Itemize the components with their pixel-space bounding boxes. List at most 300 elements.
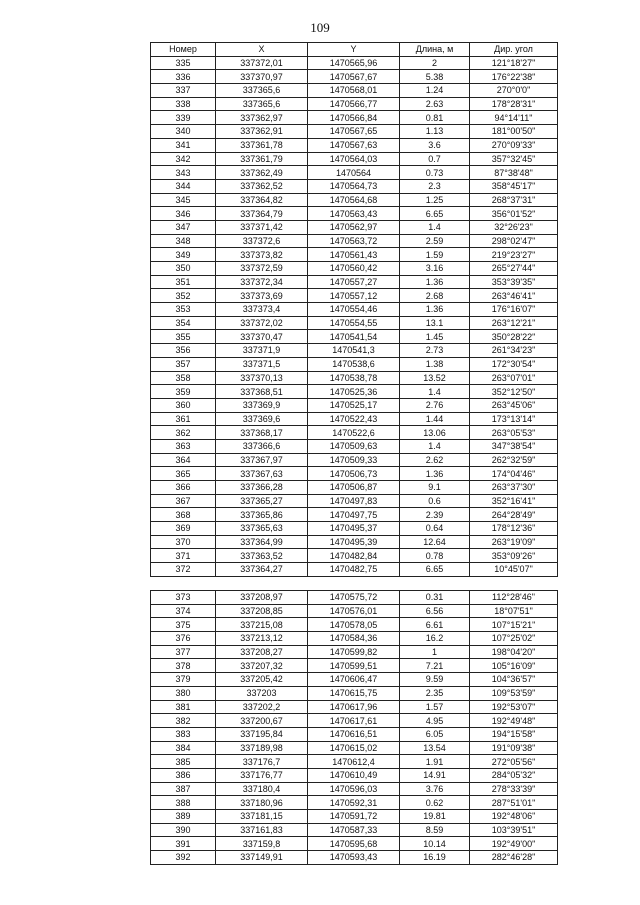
cell-number: 365 xyxy=(151,467,216,481)
cell-number: 387 xyxy=(151,782,216,796)
table-row xyxy=(151,604,558,618)
cell-length: 2.73 xyxy=(400,344,470,358)
cell-length: 1.45 xyxy=(400,330,470,344)
cell-direction-angle: 262°32'59" xyxy=(470,453,558,467)
header-y: Y xyxy=(308,43,400,57)
cell-y: 1470564,73 xyxy=(308,179,400,193)
cell-number: 383 xyxy=(151,727,216,741)
table-row xyxy=(151,837,558,851)
cell-x: 337176,77 xyxy=(216,768,308,782)
cell-y: 1470587,33 xyxy=(308,823,400,837)
header-number: Номер xyxy=(151,43,216,57)
cell-x: 337362,97 xyxy=(216,111,308,125)
cell-x: 337208,85 xyxy=(216,604,308,618)
cell-x: 337368,17 xyxy=(216,426,308,440)
cell-x: 337366,6 xyxy=(216,439,308,453)
cell-length: 6.61 xyxy=(400,618,470,632)
table-row xyxy=(151,220,558,234)
cell-direction-angle: 192°49'00" xyxy=(470,837,558,851)
cell-direction-angle: 194°15'58" xyxy=(470,727,558,741)
cell-x: 337370,47 xyxy=(216,330,308,344)
cell-x: 337205,42 xyxy=(216,673,308,687)
cell-number: 344 xyxy=(151,179,216,193)
cell-y: 1470593,43 xyxy=(308,851,400,865)
cell-length: 1.91 xyxy=(400,755,470,769)
cell-x: 337362,52 xyxy=(216,179,308,193)
table-row xyxy=(151,275,558,289)
table-2-body xyxy=(151,591,558,865)
cell-number: 377 xyxy=(151,645,216,659)
cell-y: 1470599,82 xyxy=(308,645,400,659)
cell-direction-angle: 263°05'53" xyxy=(470,426,558,440)
cell-x: 337364,79 xyxy=(216,207,308,221)
cell-x: 337161,83 xyxy=(216,823,308,837)
cell-x: 337373,4 xyxy=(216,303,308,317)
cell-length: 1.36 xyxy=(400,303,470,317)
cell-x: 337365,63 xyxy=(216,522,308,536)
cell-y: 1470525,36 xyxy=(308,385,400,399)
cell-x: 337369,9 xyxy=(216,398,308,412)
cell-y: 1470509,33 xyxy=(308,453,400,467)
cell-y: 1470567,65 xyxy=(308,125,400,139)
cell-number: 340 xyxy=(151,125,216,139)
cell-length: 1.36 xyxy=(400,467,470,481)
table-row xyxy=(151,234,558,248)
cell-direction-angle: 178°12'36" xyxy=(470,522,558,536)
cell-length: 1.38 xyxy=(400,357,470,371)
cell-length: 7.21 xyxy=(400,659,470,673)
cell-y: 1470566,77 xyxy=(308,97,400,111)
cell-length: 16.19 xyxy=(400,851,470,865)
cell-number: 353 xyxy=(151,303,216,317)
cell-length: 0.62 xyxy=(400,796,470,810)
cell-y: 1470497,83 xyxy=(308,494,400,508)
table-row xyxy=(151,522,558,536)
cell-x: 337362,91 xyxy=(216,125,308,139)
cell-number: 346 xyxy=(151,207,216,221)
cell-number: 336 xyxy=(151,70,216,84)
cell-y: 1470557,27 xyxy=(308,275,400,289)
cell-number: 358 xyxy=(151,371,216,385)
cell-length: 9.59 xyxy=(400,673,470,687)
table-row xyxy=(151,591,558,605)
cell-number: 375 xyxy=(151,618,216,632)
cell-y: 1470564 xyxy=(308,166,400,180)
cell-x: 337365,86 xyxy=(216,508,308,522)
table-header-row xyxy=(151,43,558,57)
cell-direction-angle: 94°14'11" xyxy=(470,111,558,125)
cell-direction-angle: 176°22'38" xyxy=(470,70,558,84)
table-row xyxy=(151,535,558,549)
cell-direction-angle: 264°28'49" xyxy=(470,508,558,522)
header-direction-angle: Дир. угол xyxy=(470,43,558,57)
cell-y: 1470592,31 xyxy=(308,796,400,810)
cell-number: 367 xyxy=(151,494,216,508)
cell-x: 337369,6 xyxy=(216,412,308,426)
table-row xyxy=(151,262,558,276)
header-length: Длина, м xyxy=(400,43,470,57)
cell-length: 3.16 xyxy=(400,262,470,276)
cell-x: 337203 xyxy=(216,686,308,700)
cell-direction-angle: 192°49'48" xyxy=(470,714,558,728)
cell-y: 1470576,01 xyxy=(308,604,400,618)
cell-direction-angle: 109°53'59" xyxy=(470,686,558,700)
cell-direction-angle: 263°45'06" xyxy=(470,398,558,412)
cell-direction-angle: 219°23'27" xyxy=(470,248,558,262)
cell-number: 354 xyxy=(151,316,216,330)
cell-number: 369 xyxy=(151,522,216,536)
cell-x: 337215,08 xyxy=(216,618,308,632)
cell-length: 1.4 xyxy=(400,439,470,453)
cell-y: 1470525,17 xyxy=(308,398,400,412)
cell-direction-angle: 358°45'17" xyxy=(470,179,558,193)
cell-y: 1470554,46 xyxy=(308,303,400,317)
cell-number: 392 xyxy=(151,851,216,865)
cell-direction-angle: 121°18'27" xyxy=(470,56,558,70)
cell-length: 0.7 xyxy=(400,152,470,166)
cell-direction-angle: 352°16'41" xyxy=(470,494,558,508)
cell-x: 337370,97 xyxy=(216,70,308,84)
cell-y: 1470567,67 xyxy=(308,70,400,84)
cell-length: 1 xyxy=(400,645,470,659)
cell-number: 359 xyxy=(151,385,216,399)
table-row xyxy=(151,549,558,563)
cell-y: 1470522,43 xyxy=(308,412,400,426)
cell-length: 2.62 xyxy=(400,453,470,467)
page-number: 109 xyxy=(310,20,330,35)
table-row xyxy=(151,755,558,769)
cell-y: 1470497,75 xyxy=(308,508,400,522)
cell-direction-angle: 174°04'46" xyxy=(470,467,558,481)
cell-y: 1470615,75 xyxy=(308,686,400,700)
cell-length: 2.39 xyxy=(400,508,470,522)
cell-x: 337195,84 xyxy=(216,727,308,741)
cell-length: 14.91 xyxy=(400,768,470,782)
cell-direction-angle: 268°37'31" xyxy=(470,193,558,207)
table-row xyxy=(151,439,558,453)
table-row xyxy=(151,125,558,139)
cell-x: 337373,69 xyxy=(216,289,308,303)
cell-number: 385 xyxy=(151,755,216,769)
cell-x: 337366,28 xyxy=(216,481,308,495)
cell-y: 1470541,54 xyxy=(308,330,400,344)
cell-number: 360 xyxy=(151,398,216,412)
cell-y: 1470506,73 xyxy=(308,467,400,481)
cell-direction-angle: 107°15'21" xyxy=(470,618,558,632)
cell-direction-angle: 287°51'01" xyxy=(470,796,558,810)
cell-direction-angle: 356°01'52" xyxy=(470,207,558,221)
cell-length: 19.81 xyxy=(400,810,470,824)
cell-direction-angle: 278°33'39" xyxy=(470,782,558,796)
cell-direction-angle: 270°0'0" xyxy=(470,84,558,98)
cell-y: 1470596,03 xyxy=(308,782,400,796)
table-row xyxy=(151,645,558,659)
cell-x: 337176,7 xyxy=(216,755,308,769)
cell-y: 1470506,87 xyxy=(308,481,400,495)
cell-length: 2.3 xyxy=(400,179,470,193)
cell-direction-angle: 87°38'48" xyxy=(470,166,558,180)
cell-length: 0.78 xyxy=(400,549,470,563)
cell-length: 0.81 xyxy=(400,111,470,125)
cell-x: 337208,97 xyxy=(216,591,308,605)
cell-x: 337213,12 xyxy=(216,632,308,646)
cell-number: 388 xyxy=(151,796,216,810)
cell-y: 1470564,68 xyxy=(308,193,400,207)
cell-number: 342 xyxy=(151,152,216,166)
cell-length: 2 xyxy=(400,56,470,70)
table-row xyxy=(151,111,558,125)
table-row xyxy=(151,70,558,84)
cell-length: 1.59 xyxy=(400,248,470,262)
cell-y: 1470606,47 xyxy=(308,673,400,687)
cell-direction-angle: 192°48'06" xyxy=(470,810,558,824)
cell-y: 1470563,72 xyxy=(308,234,400,248)
cell-number: 335 xyxy=(151,56,216,70)
cell-x: 337361,79 xyxy=(216,152,308,166)
cell-direction-angle: 105°16'09" xyxy=(470,659,558,673)
cell-x: 337371,42 xyxy=(216,220,308,234)
table-row xyxy=(151,166,558,180)
cell-number: 364 xyxy=(151,453,216,467)
cell-y: 1470615,02 xyxy=(308,741,400,755)
table-row xyxy=(151,207,558,221)
cell-number: 390 xyxy=(151,823,216,837)
table-row xyxy=(151,796,558,810)
cell-direction-angle: 263°46'41" xyxy=(470,289,558,303)
cell-length: 0.6 xyxy=(400,494,470,508)
cell-y: 1470482,84 xyxy=(308,549,400,563)
table-row xyxy=(151,782,558,796)
cell-length: 1.24 xyxy=(400,84,470,98)
cell-number: 351 xyxy=(151,275,216,289)
cell-direction-angle: 298°02'47" xyxy=(470,234,558,248)
cell-direction-angle: 284°05'32" xyxy=(470,768,558,782)
cell-direction-angle: 272°05'56" xyxy=(470,755,558,769)
cell-x: 337372,34 xyxy=(216,275,308,289)
cell-x: 337371,9 xyxy=(216,344,308,358)
header-x: X xyxy=(216,43,308,57)
table-row xyxy=(151,632,558,646)
cell-length: 2.59 xyxy=(400,234,470,248)
table-row xyxy=(151,727,558,741)
table-row xyxy=(151,768,558,782)
table-row xyxy=(151,741,558,755)
coordinates-table-1 xyxy=(150,42,558,577)
cell-x: 337372,01 xyxy=(216,56,308,70)
cell-y: 1470566,84 xyxy=(308,111,400,125)
cell-direction-angle: 107°25'02" xyxy=(470,632,558,646)
cell-x: 337367,97 xyxy=(216,453,308,467)
cell-x: 337181,15 xyxy=(216,810,308,824)
cell-number: 379 xyxy=(151,673,216,687)
cell-x: 337362,49 xyxy=(216,166,308,180)
cell-length: 1.36 xyxy=(400,275,470,289)
cell-direction-angle: 261°34'23" xyxy=(470,344,558,358)
cell-number: 349 xyxy=(151,248,216,262)
table-1-body xyxy=(151,56,558,576)
cell-x: 337364,82 xyxy=(216,193,308,207)
coordinates-table-2 xyxy=(150,590,558,865)
table-row xyxy=(151,344,558,358)
table-row xyxy=(151,563,558,577)
cell-length: 13.54 xyxy=(400,741,470,755)
cell-length: 9.1 xyxy=(400,481,470,495)
cell-y: 1470538,78 xyxy=(308,371,400,385)
cell-length: 3.6 xyxy=(400,138,470,152)
cell-length: 12.64 xyxy=(400,535,470,549)
cell-number: 386 xyxy=(151,768,216,782)
cell-direction-angle: 357°32'45" xyxy=(470,152,558,166)
cell-x: 337364,27 xyxy=(216,563,308,577)
cell-length: 2.76 xyxy=(400,398,470,412)
table-row xyxy=(151,398,558,412)
cell-number: 389 xyxy=(151,810,216,824)
cell-number: 337 xyxy=(151,84,216,98)
cell-number: 372 xyxy=(151,563,216,577)
cell-number: 378 xyxy=(151,659,216,673)
cell-number: 338 xyxy=(151,97,216,111)
table-row xyxy=(151,426,558,440)
cell-y: 1470584,36 xyxy=(308,632,400,646)
cell-number: 368 xyxy=(151,508,216,522)
table-row xyxy=(151,371,558,385)
cell-length: 13.52 xyxy=(400,371,470,385)
cell-number: 381 xyxy=(151,700,216,714)
cell-direction-angle: 263°07'01" xyxy=(470,371,558,385)
cell-direction-angle: 112°28'46" xyxy=(470,591,558,605)
cell-length: 1.25 xyxy=(400,193,470,207)
cell-direction-angle: 270°09'33" xyxy=(470,138,558,152)
cell-y: 1470561,43 xyxy=(308,248,400,262)
cell-y: 1470567,63 xyxy=(308,138,400,152)
table-row xyxy=(151,357,558,371)
cell-x: 337372,6 xyxy=(216,234,308,248)
cell-y: 1470617,61 xyxy=(308,714,400,728)
cell-direction-angle: 10°45'07" xyxy=(470,563,558,577)
cell-number: 370 xyxy=(151,535,216,549)
table-row xyxy=(151,810,558,824)
cell-x: 337365,6 xyxy=(216,97,308,111)
table-row xyxy=(151,385,558,399)
cell-x: 337367,63 xyxy=(216,467,308,481)
table-row xyxy=(151,152,558,166)
cell-y: 1470595,68 xyxy=(308,837,400,851)
cell-direction-angle: 347°38'54" xyxy=(470,439,558,453)
cell-y: 1470522,6 xyxy=(308,426,400,440)
cell-number: 347 xyxy=(151,220,216,234)
cell-x: 337159,8 xyxy=(216,837,308,851)
cell-direction-angle: 353°09'26" xyxy=(470,549,558,563)
cell-direction-angle: 32°26'23" xyxy=(470,220,558,234)
cell-number: 341 xyxy=(151,138,216,152)
table-row xyxy=(151,508,558,522)
cell-y: 1470563,43 xyxy=(308,207,400,221)
cell-y: 1470612,4 xyxy=(308,755,400,769)
table-row xyxy=(151,481,558,495)
cell-y: 1470554,55 xyxy=(308,316,400,330)
cell-number: 373 xyxy=(151,591,216,605)
cell-y: 1470541,3 xyxy=(308,344,400,358)
cell-direction-angle: 103°39'51" xyxy=(470,823,558,837)
cell-y: 1470565,96 xyxy=(308,56,400,70)
cell-x: 337372,59 xyxy=(216,262,308,276)
table-row xyxy=(151,851,558,865)
cell-x: 337180,4 xyxy=(216,782,308,796)
cell-length: 4.95 xyxy=(400,714,470,728)
cell-x: 337364,99 xyxy=(216,535,308,549)
cell-length: 1.44 xyxy=(400,412,470,426)
cell-direction-angle: 176°16'07" xyxy=(470,303,558,317)
cell-number: 355 xyxy=(151,330,216,344)
cell-direction-angle: 191°09'38" xyxy=(470,741,558,755)
table-row xyxy=(151,330,558,344)
table-row xyxy=(151,453,558,467)
cell-y: 1470557,12 xyxy=(308,289,400,303)
cell-x: 337180,96 xyxy=(216,796,308,810)
cell-number: 362 xyxy=(151,426,216,440)
cell-length: 8.59 xyxy=(400,823,470,837)
table-row xyxy=(151,618,558,632)
cell-number: 345 xyxy=(151,193,216,207)
cell-x: 337371,5 xyxy=(216,357,308,371)
cell-number: 348 xyxy=(151,234,216,248)
cell-length: 16.2 xyxy=(400,632,470,646)
cell-number: 374 xyxy=(151,604,216,618)
cell-length: 6.56 xyxy=(400,604,470,618)
cell-y: 1470564,03 xyxy=(308,152,400,166)
cell-number: 352 xyxy=(151,289,216,303)
table-row xyxy=(151,412,558,426)
cell-length: 0.64 xyxy=(400,522,470,536)
cell-number: 361 xyxy=(151,412,216,426)
table-row xyxy=(151,673,558,687)
cell-x: 337189,98 xyxy=(216,741,308,755)
cell-x: 337361,78 xyxy=(216,138,308,152)
cell-direction-angle: 18°07'51" xyxy=(470,604,558,618)
cell-x: 337200,67 xyxy=(216,714,308,728)
cell-number: 382 xyxy=(151,714,216,728)
cell-length: 6.65 xyxy=(400,563,470,577)
table-row xyxy=(151,97,558,111)
cell-direction-angle: 263°19'09" xyxy=(470,535,558,549)
table-row xyxy=(151,289,558,303)
cell-direction-angle: 172°30'54" xyxy=(470,357,558,371)
cell-y: 1470482,75 xyxy=(308,563,400,577)
cell-length: 6.05 xyxy=(400,727,470,741)
cell-length: 13.06 xyxy=(400,426,470,440)
cell-x: 337365,27 xyxy=(216,494,308,508)
table-row xyxy=(151,700,558,714)
cell-number: 357 xyxy=(151,357,216,371)
table-row xyxy=(151,303,558,317)
table-row xyxy=(151,316,558,330)
cell-direction-angle: 198°04'20" xyxy=(470,645,558,659)
cell-number: 339 xyxy=(151,111,216,125)
cell-x: 337373,82 xyxy=(216,248,308,262)
cell-direction-angle: 263°37'30" xyxy=(470,481,558,495)
cell-y: 1470610,49 xyxy=(308,768,400,782)
cell-direction-angle: 352°12'50" xyxy=(470,385,558,399)
cell-x: 337368,51 xyxy=(216,385,308,399)
cell-y: 1470560,42 xyxy=(308,262,400,276)
cell-number: 376 xyxy=(151,632,216,646)
table-row xyxy=(151,714,558,728)
table-row xyxy=(151,179,558,193)
cell-x: 337202,2 xyxy=(216,700,308,714)
cell-length: 2.63 xyxy=(400,97,470,111)
cell-length: 1.57 xyxy=(400,700,470,714)
table-row xyxy=(151,248,558,262)
